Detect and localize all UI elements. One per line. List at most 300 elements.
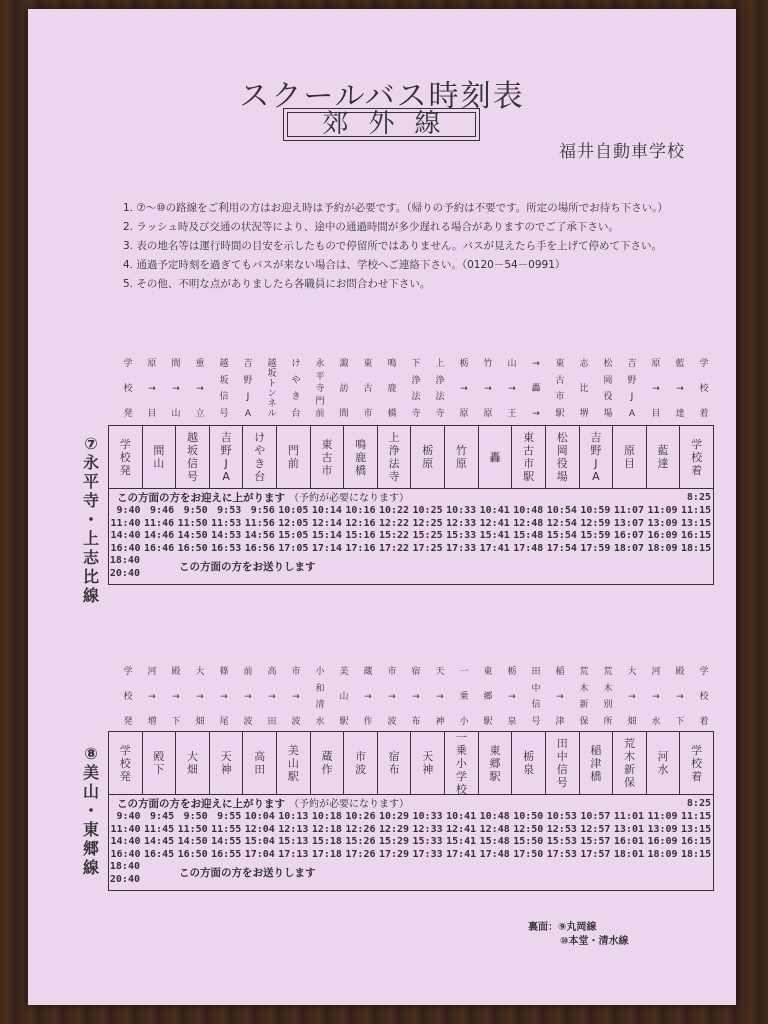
stop-name — [389, 431, 400, 483]
stop-abbreviation — [548, 359, 572, 419]
abbrev-char: 岡 — [603, 375, 613, 386]
stop-char: 田 — [556, 737, 568, 750]
time-cell: 10:57 — [580, 811, 611, 822]
stop-char: 吉 — [590, 431, 602, 444]
stop-char: 校 — [119, 450, 131, 464]
abbrev-char: 山 — [171, 409, 181, 419]
stop-char: 坂 — [187, 444, 199, 457]
stop-abbreviation — [572, 667, 596, 727]
stop-abbreviation — [116, 359, 140, 419]
stop-char: 藍 — [657, 444, 669, 457]
abbrev-char: き — [291, 392, 301, 403]
abbrev-char: 役 — [603, 392, 613, 403]
time-cell: 9:40 — [116, 505, 141, 516]
abbrev-char: 天 — [435, 667, 445, 677]
time-cell: 17:16 — [345, 542, 376, 554]
time-row — [109, 836, 713, 849]
stop-cell — [512, 426, 546, 488]
notes-list — [123, 199, 723, 294]
time-cell: 18:09 — [647, 542, 678, 554]
stop-abbreviation — [620, 359, 644, 419]
time-cell: 16:46 — [144, 542, 175, 554]
stop-char: 河 — [657, 750, 669, 763]
stop-abbreviation — [452, 667, 476, 727]
time-cell: 15:50 — [513, 836, 544, 847]
abbrev-char: 尾 — [219, 717, 229, 727]
stop-cell — [411, 426, 445, 488]
stop-abbreviation — [332, 359, 356, 419]
stop-cell — [210, 732, 244, 794]
stop-char: 郷 — [489, 756, 501, 770]
stop-char: J — [594, 457, 598, 470]
time-cell: 17:13 — [278, 848, 309, 860]
time-cell: 14:40 — [110, 530, 141, 541]
stop-abbreviation — [140, 667, 164, 727]
time-cell: 10:48 — [513, 505, 544, 516]
time-cell: 15:48 — [513, 530, 544, 541]
stop-abbreviation — [260, 667, 284, 727]
abbrev-char: 鹿 — [387, 384, 397, 394]
time-cell: 15:14 — [311, 530, 342, 541]
time-cell: 9:56 — [250, 505, 275, 516]
stop-name — [422, 444, 433, 470]
abbrev-char: 稲 — [555, 667, 565, 677]
stop-cell — [344, 732, 378, 794]
abbrev-char: 発 — [123, 717, 133, 727]
stop-cell — [176, 732, 210, 794]
time-cell: 16:09 — [647, 836, 678, 847]
time-cell: 11:50 — [177, 517, 208, 529]
stop-char: 吉 — [220, 431, 232, 444]
abbrev-char: → — [652, 384, 660, 394]
stop-abbreviation — [188, 359, 212, 419]
stop-char: 稲 — [590, 743, 602, 757]
stop-char: 学 — [119, 437, 131, 451]
stop-cell — [243, 732, 277, 794]
note-item: 2. ラッシュ時及び交通の状況等により、途中の通過時間が多少遅れる場合がありますのでご了承下さい。 — [123, 221, 619, 233]
time-cell: 11:40 — [110, 517, 141, 529]
abbrev-char: 野 — [243, 375, 253, 386]
abbrev-char: 目 — [147, 409, 157, 419]
reverse-side-note — [528, 921, 628, 949]
time-cell: 10:33 — [446, 505, 477, 516]
stop-char: 市 — [321, 463, 333, 477]
time-cell: 17:22 — [378, 542, 410, 554]
abbrev-char: 重 — [195, 359, 205, 369]
stop-abbreviation — [476, 359, 500, 419]
abbrev-char: 畑 — [627, 717, 637, 727]
abbrev-char: 乗 — [459, 692, 469, 702]
stop-char: 山 — [287, 756, 299, 770]
stop-char: 一 — [455, 730, 467, 744]
stop-char: 信 — [187, 457, 199, 470]
abbrev-char: 東 — [363, 359, 373, 369]
route7-label — [80, 434, 102, 605]
stop-abbreviation — [356, 359, 380, 419]
stop-name — [321, 438, 332, 477]
abbrev-char: 市 — [363, 409, 373, 419]
abbrev-char: 法 — [411, 392, 421, 403]
stop-cell — [143, 426, 177, 488]
stop-abbreviation — [596, 359, 620, 419]
abbrev-char: → — [508, 692, 516, 702]
stop-abbreviation — [188, 667, 212, 727]
time-cell: 10:41 — [479, 505, 510, 516]
abbrev-char: 保 — [579, 716, 589, 727]
stop-char: 駅 — [287, 769, 299, 783]
abbrev-char: 増 — [147, 717, 157, 727]
stop-name — [288, 444, 299, 470]
stop-char: 上 — [388, 431, 400, 444]
abbrev-char: 平 — [315, 371, 325, 382]
stop-char: 学 — [691, 743, 703, 757]
time-cell: 11:40 — [110, 823, 141, 835]
stop-char: 台 — [254, 470, 266, 483]
stop-char: 役 — [556, 457, 568, 470]
abbrev-char: 越 — [219, 359, 229, 369]
time-cell: 15:41 — [479, 530, 510, 541]
stop-abbreviation — [236, 359, 260, 419]
time-cell: 16:53 — [211, 542, 242, 554]
time-cell: 14:40 — [110, 836, 141, 847]
time-row — [109, 849, 713, 862]
abbrev-char: 原 — [483, 409, 493, 419]
route7-timetable — [108, 425, 714, 585]
time-cell: 14:50 — [177, 836, 208, 847]
time-cell: 16:15 — [681, 836, 712, 847]
abbrev-char: 寺 — [435, 408, 445, 419]
time-cell: 10:54 — [546, 505, 577, 516]
time-cell: 17:29 — [378, 848, 410, 860]
abbrev-char: 目 — [651, 409, 661, 419]
stop-char: 市 — [355, 750, 367, 763]
stop-char: 小 — [455, 756, 467, 770]
abbrev-char: 松 — [603, 359, 613, 369]
stop-char: 保 — [623, 776, 635, 789]
time-cell: 15:33 — [446, 530, 477, 541]
time-cell: 10:29 — [378, 811, 410, 822]
stop-cell — [411, 732, 445, 794]
route-label-char: 美 — [82, 763, 99, 782]
abbrev-char: や — [291, 375, 301, 386]
abbrev-char: → — [508, 384, 516, 394]
stop-name — [490, 744, 501, 783]
stop-char: 新 — [623, 763, 635, 776]
stop-name — [355, 750, 366, 776]
stop-cell — [647, 732, 681, 794]
abbrev-char: 立 — [195, 409, 205, 419]
time-cell: 16:40 — [110, 848, 141, 860]
abbrev-char: 台 — [291, 408, 301, 419]
stop-abbreviation — [332, 667, 356, 727]
abbrev-char: 越 — [267, 359, 277, 369]
time-cell: 15:22 — [378, 530, 410, 541]
abbrev-char: 法 — [435, 392, 445, 403]
stop-char: 神 — [220, 763, 232, 776]
route-label-char: 比 — [82, 567, 99, 586]
stop-abbreviation — [260, 359, 284, 419]
abbrev-char: → — [676, 692, 684, 702]
time-cell: 12:25 — [412, 517, 443, 529]
route-label-char: 寺 — [82, 491, 99, 510]
abbrev-char: 間 — [339, 409, 349, 419]
stop-abbreviation — [212, 359, 236, 419]
stop-char: 場 — [556, 470, 568, 483]
pickup-note — [109, 492, 713, 505]
stop-abbreviation — [500, 359, 524, 419]
abbrev-char: 水 — [651, 717, 661, 727]
stop-name — [590, 744, 601, 783]
stop-cell — [243, 426, 277, 488]
stop-cell — [613, 426, 647, 488]
abbrev-char: 野 — [627, 375, 637, 386]
stop-char: 畑 — [187, 763, 199, 776]
stop-cell — [277, 426, 311, 488]
time-cell: 16:40 — [110, 542, 141, 554]
abbrev-char: → — [364, 692, 372, 702]
time-cell: 13:15 — [681, 517, 712, 529]
stop-name — [624, 737, 635, 789]
stop-char: 校 — [691, 450, 703, 464]
stop-cell — [580, 732, 614, 794]
stop-abbreviation — [380, 359, 404, 419]
time-cell: 10:26 — [345, 811, 376, 822]
stop-char: 津 — [590, 756, 602, 770]
stop-char: 信 — [556, 763, 568, 776]
time-cell: 17:18 — [311, 848, 342, 860]
time-cell: 15:13 — [278, 836, 309, 847]
stop-char: 越 — [187, 431, 199, 444]
abbrev-char: 波 — [291, 717, 301, 727]
stop-char: 古 — [523, 444, 535, 457]
time-cell: 17:57 — [580, 848, 611, 860]
stop-char: 野 — [590, 444, 602, 457]
stop-char: 門 — [287, 444, 299, 457]
stop-char: 天 — [220, 750, 232, 763]
stop-cell — [344, 426, 378, 488]
stop-abbreviation — [428, 667, 452, 727]
stop-name — [120, 744, 131, 783]
abbrev-char: 作 — [363, 717, 373, 727]
stop-name — [187, 750, 198, 776]
time-cell: 11:45 — [144, 823, 175, 835]
time-cell: 16:55 — [211, 848, 242, 860]
stop-cell — [546, 426, 580, 488]
stop-char: 東 — [321, 437, 333, 451]
stop-char: 殿 — [153, 750, 165, 763]
stop-char: 栃 — [523, 750, 535, 763]
time-cell: 18:15 — [681, 848, 712, 860]
stop-cell — [210, 426, 244, 488]
time-cell: 18:40 — [109, 861, 140, 872]
stop-abbreviation — [380, 667, 404, 727]
abbrev-char: 小 — [459, 717, 469, 727]
abbrev-char: J — [630, 392, 634, 403]
abbrev-char: 諏 — [339, 359, 349, 369]
stop-name — [557, 431, 568, 483]
abbrev-char: 東 — [555, 359, 565, 369]
time-cell: 12:41 — [446, 823, 477, 835]
stop-char: 大 — [187, 750, 199, 763]
time-cell: 16:07 — [613, 530, 644, 541]
note-item: 4. 通過予定時刻を過ぎてもバスが来ない場合は、学校へご連絡下さい。（0120－54－0991） — [123, 259, 566, 271]
stop-char: 橋 — [355, 463, 367, 477]
stop-cell — [378, 732, 412, 794]
abbrev-char: 荒 — [579, 667, 589, 677]
abbrev-char: 校 — [123, 384, 133, 394]
stop-char: 古 — [321, 450, 333, 464]
stop-name — [355, 438, 366, 477]
time-cell: 15:05 — [278, 530, 309, 541]
abbrev-char: 駅 — [339, 717, 349, 727]
pickup-note — [109, 798, 713, 811]
abbrev-char: 志 — [579, 359, 589, 369]
stop-cell — [580, 426, 614, 488]
abbrev-char: → — [556, 692, 564, 702]
time-cell: 11:15 — [681, 811, 712, 822]
abbrev-char: 学 — [123, 667, 133, 677]
stop-name — [691, 438, 702, 477]
time-cell: 13:07 — [613, 517, 644, 529]
stop-char: 竹 — [455, 444, 467, 457]
abbrev-char: 所 — [603, 716, 613, 727]
stop-char: 作 — [321, 763, 333, 776]
time-cell: 17:41 — [446, 848, 477, 860]
route-label-char: 上 — [82, 529, 99, 548]
stop-name — [254, 431, 265, 483]
route8-label — [80, 744, 102, 877]
stop-name — [691, 744, 702, 783]
time-cell: 17:26 — [345, 848, 376, 860]
time-cell: 12:48 — [479, 823, 510, 835]
route-label-char: ⑧ — [84, 744, 98, 763]
abbrev-char: 美 — [339, 667, 349, 677]
time-row — [109, 811, 713, 824]
stop-abbreviation — [164, 359, 188, 419]
time-cell: 16:56 — [244, 542, 275, 554]
stop-cell — [546, 732, 580, 794]
time-cell: 11:46 — [144, 517, 175, 529]
time-row — [109, 530, 713, 543]
time-cell: 18:07 — [613, 542, 644, 554]
abbrev-char: 市 — [291, 667, 301, 677]
reverse-side-line: ⑩本堂・清水線 — [560, 936, 629, 947]
stop-cell — [143, 732, 177, 794]
abbrev-char: → — [148, 384, 156, 394]
stop-char: 鹿 — [355, 450, 367, 464]
route8-timetable — [108, 731, 714, 891]
stop-char: 校 — [691, 756, 703, 770]
stop-cell — [445, 732, 479, 794]
time-cell: 12:33 — [446, 517, 477, 529]
abbrev-char: 前 — [243, 667, 253, 677]
stop-cell — [680, 732, 713, 794]
stop-name — [590, 431, 601, 483]
abbrev-char: → — [172, 384, 180, 394]
time-cell: 12:57 — [580, 823, 611, 835]
abbrev-char: 駅 — [555, 408, 565, 419]
time-cell: 17:53 — [546, 848, 577, 860]
stop-char: 宿 — [388, 750, 400, 763]
stop-cell — [378, 426, 412, 488]
time-cell: 17:05 — [278, 542, 309, 554]
stop-name — [221, 750, 232, 776]
stop-cell — [445, 426, 479, 488]
time-row — [109, 518, 713, 531]
stop-char: 校 — [455, 782, 467, 796]
abbrev-char: 校 — [699, 384, 709, 394]
time-cell: 16:50 — [177, 848, 208, 860]
abbrev-char: 一 — [459, 667, 469, 677]
time-cell: 9:46 — [150, 505, 175, 516]
abbrev-char: 布 — [411, 717, 421, 727]
stop-abbreviation — [452, 359, 476, 419]
time-cell: 11:53 — [211, 517, 242, 529]
abbrev-char: 永 — [315, 359, 325, 369]
stop-abbreviation — [212, 667, 236, 727]
abbrev-char: 別 — [603, 700, 613, 711]
time-cell: 9:40 — [116, 811, 141, 822]
time-cell: 9:55 — [217, 811, 242, 822]
time-cell: 12:48 — [513, 517, 544, 529]
stop-char: J — [224, 457, 228, 470]
stop-char: 下 — [153, 763, 165, 776]
abbrev-char: 蔵 — [363, 667, 373, 677]
time-cell: 16:01 — [613, 836, 644, 847]
abbrev-char: 市 — [555, 392, 565, 403]
abbrev-char: 前 — [315, 409, 325, 419]
time-cell: 9:50 — [183, 811, 208, 822]
stop-name — [221, 431, 232, 483]
abbrev-char: 堺 — [579, 409, 589, 419]
abbrev-char: 波 — [387, 717, 397, 727]
abbrev-char: 間 — [171, 359, 181, 369]
stop-name — [523, 750, 534, 776]
time-cell: 18:09 — [647, 848, 678, 860]
stop-name — [557, 737, 568, 789]
time-cell: 17:33 — [446, 542, 477, 554]
stop-abbreviation — [500, 667, 524, 727]
time-cell: 15:57 — [580, 836, 611, 847]
time-cell: 14:53 — [211, 530, 242, 541]
stop-char: 間 — [153, 444, 165, 457]
stop-abbreviation — [668, 667, 692, 727]
abbrev-char: 浄 — [411, 375, 421, 386]
stop-char: 原 — [422, 457, 434, 470]
time-cell: 17:25 — [412, 542, 443, 554]
abbrev-char: 原 — [459, 409, 469, 419]
time-cell: 15:54 — [546, 530, 577, 541]
stop-name — [254, 750, 265, 776]
stop-name — [187, 431, 198, 483]
abbrev-char: → — [676, 384, 684, 394]
time-cell: 14:46 — [144, 530, 175, 541]
time-cell: 12:05 — [278, 517, 309, 529]
time-cell: 10:16 — [345, 505, 376, 516]
abbrev-char: 古 — [555, 375, 565, 386]
abbrev-char: 達 — [675, 409, 685, 419]
abbrev-char: 山 — [339, 692, 349, 702]
time-cell: 12:41 — [479, 517, 510, 529]
time-cell: 17:14 — [311, 542, 342, 554]
stop-char: 号 — [556, 776, 568, 789]
stop-name — [321, 750, 332, 776]
abbrev-char: 学 — [699, 359, 709, 369]
stop-cell — [277, 732, 311, 794]
time-cell: 10:14 — [311, 505, 342, 516]
abbrev-char: 郷 — [483, 692, 493, 702]
abbrev-char: け — [291, 359, 301, 369]
